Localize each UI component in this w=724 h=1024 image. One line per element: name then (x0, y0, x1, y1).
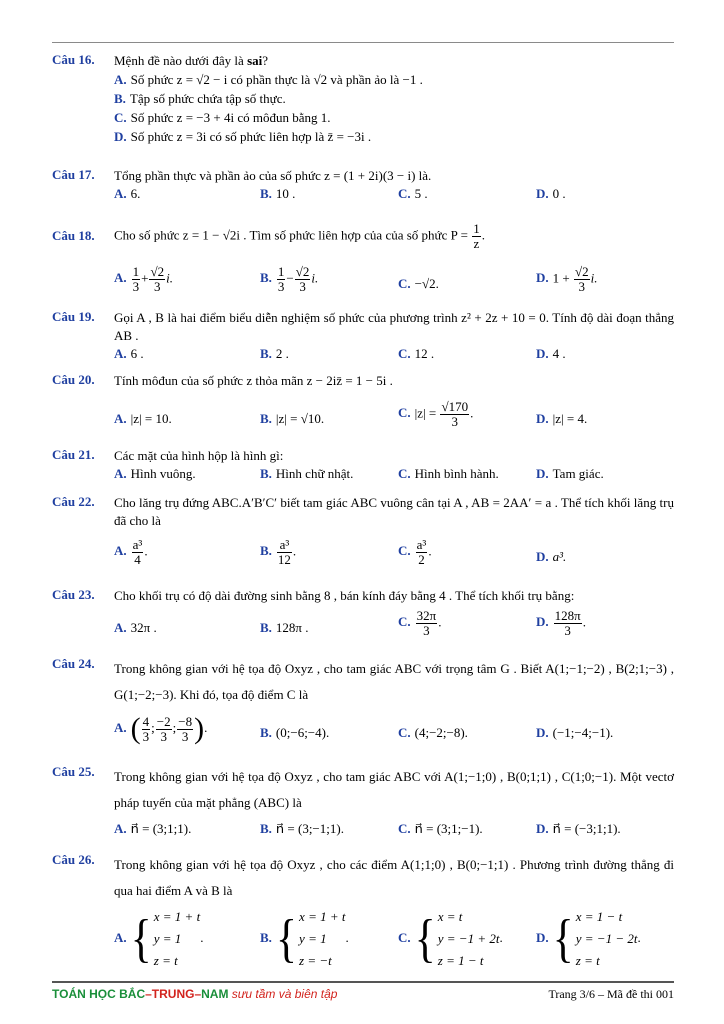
question-number: Câu 22. (52, 494, 95, 509)
option-c[interactable]: C. Số phức z = −3 + 4i có môđun bằng 1. (114, 110, 331, 125)
option-a[interactable]: A. ( $\frac{4}{3}$ ; $\frac{-2}{3}$ ; $\frac{-8}{3}$ ). (114, 712, 208, 745)
option-d[interactable]: D. Số phức z = 3i có số phức liên hợp là z̄ = −3i . (114, 129, 372, 144)
question-stem: Trong không gian với hệ tọa độ Oxyz , cho các điểm A(1;1;0) , B(0;−1;1) . Phương trình đường thẳng đi qua hai điểm A và B là (114, 857, 674, 898)
question-number: Câu 19. (52, 309, 95, 324)
question-number: Câu 23. (52, 587, 95, 602)
option-a[interactable]: A. 32π . (114, 620, 157, 635)
question-stem: Trong không gian với hệ tọa độ Oxyz , cho tam giác ABC với trọng tâm G . Biết A(1;−1;−2) , B(2;1;−3) , G(1;−2;−3). Khi đó, tọa độ điểm C là (114, 661, 674, 702)
option-b[interactable]: B. 10 . (260, 186, 296, 201)
option-b[interactable]: B. |z| = √10. (260, 411, 325, 426)
option-a[interactable]: A. $\frac{1}{3}$ + $\frac{√2}{3}$ i. (114, 264, 173, 294)
option-d[interactable]: D. 4 . (536, 346, 566, 361)
option-b[interactable]: B. 128π . (260, 620, 309, 635)
option-b[interactable]: B. n⃗ = (3;−1;1). (260, 821, 344, 836)
option-c[interactable]: C. n⃗ = (3;1;−1). (398, 821, 483, 836)
option-d[interactable]: D. $\frac{128\pi}{3}$ . (536, 608, 586, 638)
question-17 (52, 167, 674, 205)
option-a[interactable]: A. n⃗ = (3;1;1). (114, 821, 192, 836)
option-d[interactable]: D. |z| = 4. (536, 411, 588, 426)
question-number: Câu 21. (52, 447, 95, 462)
question-26 (52, 852, 674, 978)
fraction: $\frac{1}{z}$ (473, 221, 480, 251)
question-stem: Mệnh đề nào dưới đây là sai? (114, 53, 269, 68)
option-d[interactable]: D. n⃗ = (−3;1;1). (536, 821, 621, 836)
option-c[interactable]: C. 12 . (398, 346, 435, 361)
option-b[interactable]: B. (0;−6;−4). (260, 725, 330, 740)
question-number: Câu 20. (52, 372, 95, 387)
top-rule (52, 42, 674, 43)
option-d[interactable]: D. Tam giác. (536, 466, 604, 481)
question-stem: Cho số phức z = 1 − √2i . Tìm số phức liên hợp của của số phức P = $\frac{1}{z}$ . (114, 221, 485, 251)
question-25 (52, 764, 674, 840)
option-c[interactable]: C. −√2. (398, 276, 439, 291)
question-19 (52, 309, 674, 365)
option-c[interactable]: C. |z| = $\frac{√170}{3}$ . (398, 399, 474, 429)
option-d[interactable]: D.{ x = 1 − t y = −1 − 2t z = t . (536, 909, 641, 968)
footer-rule (52, 981, 674, 983)
question-stem: Trong không gian với hệ tọa độ Oxyz , cho tam giác ABC với A(1;−1;0) , B(0;1;1) , C(1;0;−1). Một vectơ pháp tuyến của mặt phẳng (ABC) là (114, 769, 674, 810)
option-b[interactable]: B. Tập số phức chứa tập số thực. (114, 91, 286, 106)
option-a[interactable]: A. Hình vuông. (114, 466, 196, 481)
question-21 (52, 447, 674, 485)
question-18 (52, 222, 674, 299)
footer-brand: TOÁN HỌC BẮC–TRUNG–NAM sưu tầm và biên tập (52, 987, 338, 1001)
question-20 (52, 372, 674, 436)
question-stem: Tính môđun của số phức z thỏa mãn z − 2iz̄ = 1 − 5i . (114, 373, 393, 388)
question-16 (52, 52, 674, 146)
question-number: Câu 17. (52, 167, 95, 182)
option-b[interactable]: B.{ x = 1 + t y = 1 z = −t . (260, 909, 349, 968)
question-number: Câu 24. (52, 656, 95, 671)
question-23 (52, 587, 674, 647)
question-number: Câu 18. (52, 228, 95, 243)
option-c[interactable]: C. Hình bình hành. (398, 466, 499, 481)
question-stem: Gọi A , B là hai điểm biểu diễn nghiệm số phức của phương trình z² + 2z + 10 = 0. Tính độ dài đoạn thẳng AB . (114, 310, 674, 343)
option-d[interactable]: D. a³. (536, 549, 567, 564)
question-stem: Cho lăng trụ đứng ABC.A′B′C′ biết tam giác ABC vuông cân tại A , AB = 2AA′ = a . Thể tích khối lăng trụ đã cho là (114, 495, 674, 528)
question-24 (52, 656, 674, 756)
option-a[interactable]: A. |z| = 10. (114, 411, 172, 426)
question-number: Câu 16. (52, 52, 95, 67)
option-c[interactable]: C. $\frac{\text{a³}}{2}$ . (398, 537, 432, 567)
option-d[interactable]: D. 1 + $\frac{√2}{3}$ i. (536, 264, 598, 294)
option-b[interactable]: B. $\frac{\text{a³}}{12}$ . (260, 537, 297, 567)
question-number: Câu 25. (52, 764, 95, 779)
option-b[interactable]: B. Hình chữ nhật. (260, 466, 354, 481)
page-number: Trang 3/6 – Mã đề thi 001 (548, 987, 674, 1001)
option-c[interactable]: C. 5 . (398, 186, 428, 201)
option-a[interactable]: A. $\frac{\text{a³}}{4}$ . (114, 537, 148, 567)
option-c[interactable]: C. $\frac{32\pi}{3}$ . (398, 608, 442, 638)
question-stem: Tổng phần thực và phần ảo của số phức z = (1 + 2i)(3 − i) là. (114, 168, 432, 183)
question-22 (52, 494, 674, 574)
option-c[interactable]: C. (4;−2;−8). (398, 725, 468, 740)
option-d[interactable]: D. (−1;−4;−1). (536, 725, 614, 740)
option-c[interactable]: C.{ x = t y = −1 + 2t z = 1 − t . (398, 909, 503, 968)
option-b[interactable]: B. 2 . (260, 346, 289, 361)
option-a[interactable]: A. Số phức z = √2 − i có phần thực là √2 và phần ảo là −1 . (114, 72, 423, 87)
option-d[interactable]: D. 0 . (536, 186, 566, 201)
question-number: Câu 26. (52, 852, 95, 867)
option-b[interactable]: B. $\frac{1}{3}$ − $\frac{√2}{3}$ i. (260, 264, 319, 294)
question-stem: Cho khối trụ có độ dài đường sinh bằng 8 , bán kính đáy bằng 4 . Thể tích khối trụ bằng: (114, 588, 575, 603)
option-a[interactable]: A. 6. (114, 186, 141, 201)
option-a[interactable]: A.{ x = 1 + t y = 1 z = t . (114, 909, 204, 968)
option-a[interactable]: A. 6 . (114, 346, 144, 361)
question-stem: Các mặt của hình hộp là hình gì: (114, 448, 284, 463)
